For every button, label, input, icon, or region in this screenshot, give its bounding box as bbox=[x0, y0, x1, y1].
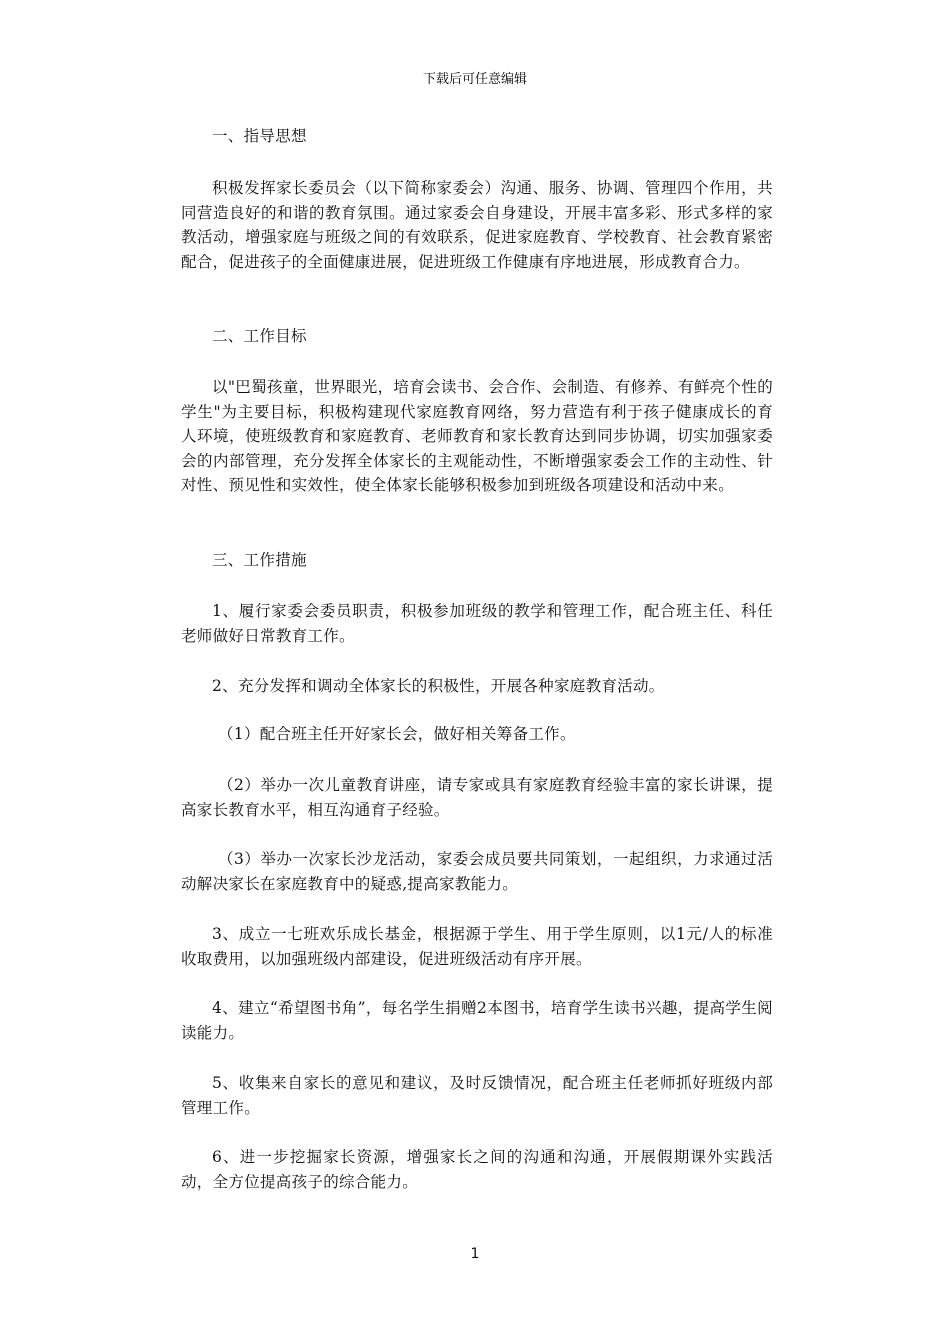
measure-item-6: 6、进一步挖掘家长资源，增强家长之间的沟通和沟通，开展假期课外实践活动，全方位提高孩子的综合能力。 bbox=[181, 1148, 773, 1191]
section-heading-work-measures: 三、工作措施 bbox=[212, 551, 307, 569]
measure-item-3: 3、成立一七班欢乐成长基金，根据源于学生、用于学生原则，以1元/人的标准收取费用，以加强班级内部建设，促进班级活动有序开展。 bbox=[181, 925, 773, 968]
page-header: 下载后可任意编辑 bbox=[422, 72, 527, 87]
measure-subitem-2-2: （2）举办一次儿童教育讲座，请专家或具有家庭教育经验丰富的家长讲课，提高家长教育水平，相互沟通育子经验。 bbox=[181, 776, 773, 819]
measure-item-2: 2、充分发挥和调动全体家长的积极性，开展各种家庭教育活动。 bbox=[212, 677, 665, 695]
measure-item-4: 4、建立“希望图书角”，每名学生捐赠2本图书，培育学生读书兴趣，提高学生阅读能力。 bbox=[181, 999, 773, 1042]
measure-item-5: 5、收集来自家长的意见和建议，及时反馈情况，配合班主任老师抓好班级内部管理工作。 bbox=[181, 1074, 773, 1117]
measure-item-1: 1、履行家委会委员职责，积极参加班级的教学和管理工作，配合班主任、科任老师做好日常教育工作。 bbox=[181, 602, 773, 645]
page-number: 1 bbox=[470, 1246, 480, 1262]
measure-subitem-2-3: （3）举办一次家长沙龙活动，家委会成员要共同策划，一起组织，力求通过活动解决家长在家庭教育中的疑惑,提高家教能力。 bbox=[181, 850, 773, 893]
section-paragraph-work-goals: 以"巴蜀孩童，世界眼光，培育会读书、会合作、会制造、有修养、有鲜亮个性的学生"为主要目标，积极构建现代家庭教育网络，努力营造有利于孩子健康成长的育人环境，使班级教育和家庭教育、老师教育和家长教育达到同步协调，切实加强家委会的内部管理，充分发挥全体家长的主观能动性，不断增强家委会工作的主动性、针对性、预见性和实效性，使全体家长能够积极参加到班级各项建设和活动中来。 bbox=[181, 378, 773, 494]
section-paragraph-guiding-thought: 积极发挥家长委员会（以下简称家委会）沟通、服务、协调、管理四个作用，共同营造良好的和谐的教育氛围。通过家委会自身建设，开展丰富多彩、形式多样的家教活动，增强家庭与班级之间的有效联系，促进家庭教育、学校教育、社会教育紧密配合，促进孩子的全面健康进展，促进班级工作健康有序地进展，形成教育合力。 bbox=[181, 179, 773, 271]
section-heading-work-goals: 二、工作目标 bbox=[212, 327, 307, 345]
measure-subitem-2-1: （1）配合班主任开好家长会，做好相关筹备工作。 bbox=[218, 725, 576, 743]
section-heading-guiding-thought: 一、指导思想 bbox=[212, 127, 307, 145]
